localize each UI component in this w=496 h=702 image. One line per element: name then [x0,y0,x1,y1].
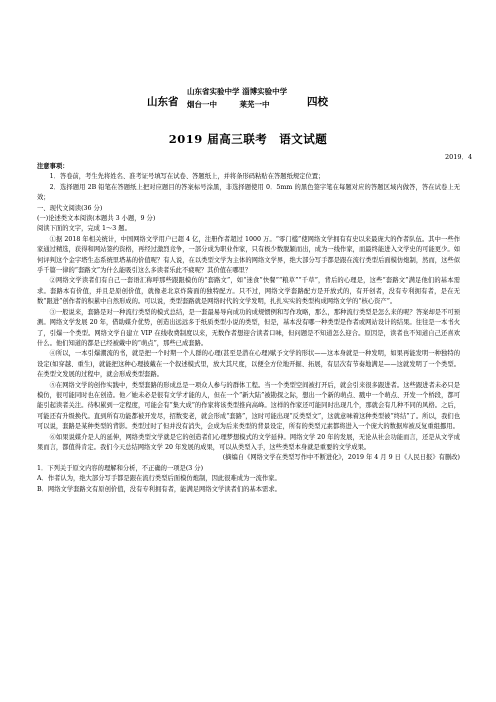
schools-middle-bottom: 烟台一中 莱芜一中 [187,100,270,109]
section-heading: 一、现代文阅读(36 分) [37,204,103,212]
article-paragraph: ⑥如果说媒介是人的延伸，网络类型文学就是它的创造者们心理梦想模式的文学延伸。网络文学 20 年的发展，无论从社会功能而言，还是从文学成果而言，都值得肯定。我们今天总结网络文学 20 年发展的成果，可以从类型入手，这些类型本身就是重要的文学成果。 [37,433,460,451]
notes-item: 2．选择题用 2B 铅笔在答题纸上把对应题目的答案标号涂黑，非选择题使用 0．5mm 的黑色签字笔在每题对应的答题区域内做答，答在试卷上无效； [37,183,460,202]
article-paragraph: ⑤在网络文学的创作实践中，类型套路的形成总是一项众人参与的群体工程。当一个类型空间被打开后，就会引来很多跟进者。这些跟进者未必只是模仿，很可能同时也在创造。他／她未必是很有文学才能的人，但在一个“新大陆”被勘探之际，想出一个新的萌点、戳中一个萌点、开发一个桥段，都可能引起读者关注。待积累到一定程度，可能会有“集大成”的作家将该类型推向高峰。这样的作家还可能同时出现几个，那就会有几种不同的风格。之后，可能还有升级换代。直到所有功能都被开发尽，招数变老，就会形成“套路”，这时可能出现“反类型文”，这就意味着这种类型被“终结”了。所以，我们也可以说，套路是某种类型的背影。类型过时了但并没有消失，会成为后来类型的背景设定，所有的类型元素都将进入一个庞大的数据库被反复重组挪用。 [37,381,460,431]
schools-right: 四校 [307,96,328,108]
article-source: (摘编自《网络文学在类型写作中不断进化》，2019 年 4 月 9 日《人民日报》有删改) [222,454,460,462]
question-option: B．网络文学套路文有原创价值，没有专利拥有者，能满足网络文学读者们的基本需求。 [37,485,281,493]
schools-middle-top: 山东省实验中学 淄博实验中学 [187,87,288,96]
question-stem: 1．下列关于原文内容的理解和分析，不正确的一项是(3 分) [37,464,204,472]
reading-instruction: 阅读下面的文字，完成 1～3 题。 [37,225,131,233]
subsection-heading: (一)论述类文本阅读(本题共 3 小题，9 分) [37,215,156,223]
article-paragraph: ④所以，一本引爆潮流的书，就是把一个时期一个人群的心理(甚至是潜在心理)赋予文学的形状——这本身就是一种发明，如果再能发明一种独特的设定(如穿越、重生)，就能把这种心理披戴在一个叙述模式里，放大其尺度，以便全方位地开掘、拓展，有层次有节奏地满足——这就发明了一个类型。在类型文发展的过程中，就会形成类型套路。 [37,350,460,379]
schools-left: 山东省 [147,96,179,108]
schools-middle [187,85,287,111]
article-paragraph: ②网络文学读者们有自己一套语汇称呼那些跟跟模仿的“套路文”，如“迷食”快餐”“粮草”“千草”，背后的心理是，这些“套路文”满足他们的基本需求。套路本有价值，并且是原创价值，就像老北京炸酱面的独特配方。只不过，网络文学套路配方是开放式的，有开创者，没有专利拥有者，是在无数“跟进”创作者的积累中自然形成的。可以说，类型套路就是网络时代的文学发明，扎扎实实的类型构成网络文学的“核心资产”。 [37,277,460,306]
notes-heading: 注意事项： [37,163,69,170]
notes-item: 1．答卷前，考生先将姓名、准考证号填写在试卷、答题纸上，并将条形码粘贴在答题纸规定位置； [49,173,325,181]
question-option: A．作者认为，绝大部分写手都是跟在流行类型后面模仿炮制，因此很难成为一流作家。 [37,475,281,483]
article-paragraph: ①据 2018 年相关统计，中国网络文学用户已超 4 亿，注册作者超过 1000 万。“零门槛”使网络文学拥有有史以来最庞大的作者队伍。其中一些作家通过精选，获得和网站签约资格，再经过激烈竞争，一部分成为职业作家，只有极少数脱颖而出，成为一线作家，而最终能进入文学史的可能更少。如何评判这个金字塔生态系统里塔基的价值呢？有人说，在以类型文学为主体的网络文学界，绝大部分写手都是跟在流行类型后面模仿炮制，然而，这些似乎千篇一律的“套路文”为什么能吸引这么多读者乐此不疲呢？其价值在哪里？ [37,235,460,275]
exam-title: 2019 届高三联考 语文试题 [168,132,328,146]
exam-date: 2019．4 [445,153,473,161]
article-paragraph: ③一般说来，套路是对一种流行类型的模式总结，是一套最易导向成功的成规惯例和写作攻略，那么，那种流行类型是怎么来的呢？答案却是不可预测。网络文学发展 20 年，借助媒介优势，创造出远远多于纸质类型小说的类型，但是，基本没有哪一种类型是作者或网站设计的结果。往往是一本书火了，引爆一个类型。网络文学自建立 VIP 在线收费制度以来，无数作者想迎合读者口味，但问题是不知道怎么迎合。原因是，读者也不知道自己还喜欢什么。他们知道的都是已经被戴中的“萌点”，那些已成套路。 [37,308,460,347]
school-header [0,66,496,120]
exam-body [37,162,460,495]
